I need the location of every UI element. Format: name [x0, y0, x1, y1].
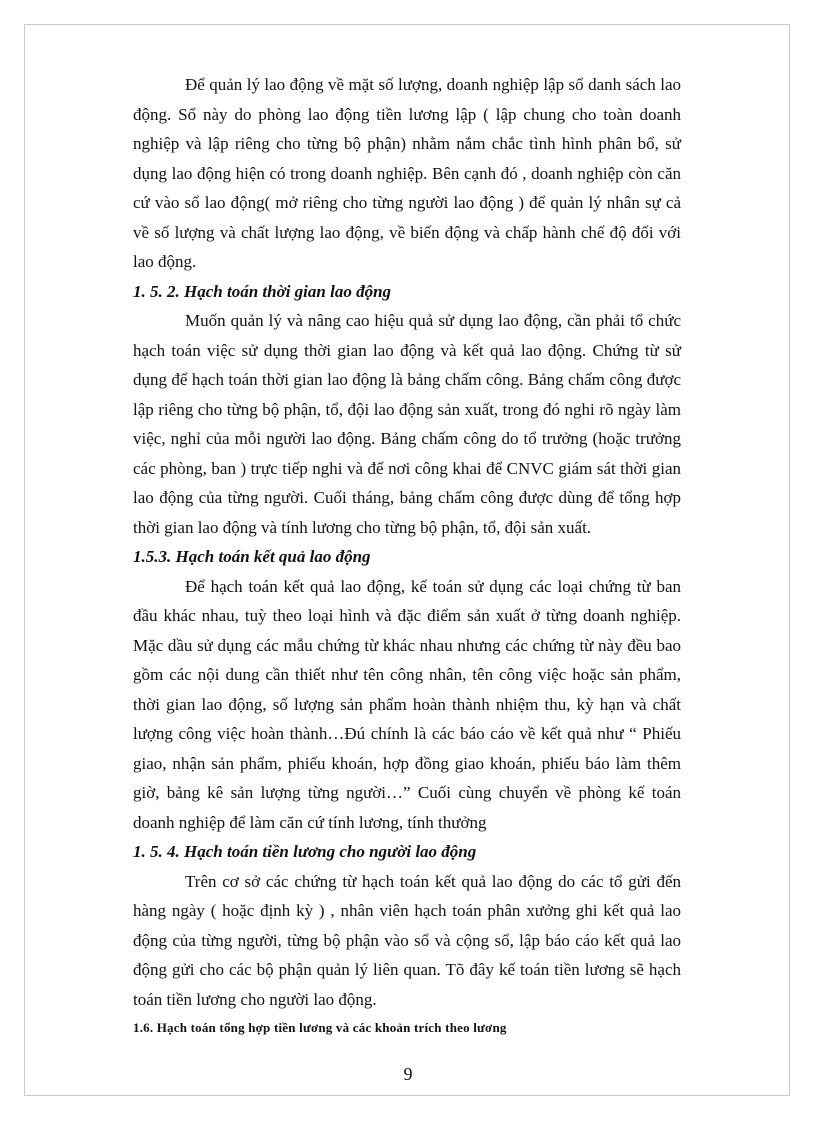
paragraph-labor-time: Muốn quản lý và nâng cao hiệu quả sử dụng lao động, cần phải tổ chức hạch toán việc sử dụng thời gian lao động và kết quả lao động. Chứng từ sử dụng để hạch toán thời gian lao động là bảng chấm công. Bảng chấm công được lập riêng cho từng bộ phận, tổ, đội lao động sản xuất, trong đó nghi rõ ngày làm việc, nghỉ của mỗi người lao động. Bảng chấm công do tổ trưởng (hoặc trưởng các phòng, ban ) trực tiếp nghi và để nơi công khai để CNVC giám sát thời gian lao động của từng người. Cuối tháng, bảng chấm công được dùng để tổng hợp thời gian lao động và tính lương cho từng bộ phận, tổ, đội sản xuất. — [133, 311, 681, 537]
paragraph-labor-results: Để hạch toán kết quả lao động, kế toán sử dụng các loại chứng từ ban đầu khác nhau, tuỳ theo loại hình và đặc điểm sản xuất ở từng doanh nghiệp. Mặc dầu sử dụng các mẫu chứng từ khác nhau nhưng các chứng từ này đều bao gồm các nội dung cần thiết như tên công nhân, tên công việc hoặc sản phẩm, thời gian lao động, số lượng sản phẩm hoàn thành nhiệm thu, kỳ hạn và chất lượng công việc hoàn thành…Đú chính là các báo cáo về kết quả như “ Phiếu giao, nhận sản phẩm, phiếu khoán, hợp đồng giao khoán, phiếu báo làm thêm giờ, bảng kê sản lượng từng người…” Cuối cùng chuyển về phòng kế toán doanh nghiệp để làm căn cứ tính lương, tính thưởng — [133, 576, 681, 832]
paragraph-wage-accounting: Trên cơ sở các chứng từ hạch toán kết quả lao động do các tổ gửi đến hàng ngày ( hoặc định kỳ ) , nhân viên hạch toán phân xưởng ghi kết quả lao động của từng người, từng bộ phận vào sổ và cộng sổ, lập báo cáo kết quả lao động gửi cho các bộ phận quản lý liên quan. Tõ đây kế toán tiền lương sẽ hạch toán tiền lương cho người lao động. — [133, 871, 681, 1009]
heading-1-5-3: 1.5.3. Hạch toán kết quả lao động — [133, 547, 371, 566]
heading-1-5-4: 1. 5. 4. Hạch toán tiền lương cho người lao động — [133, 842, 477, 861]
page-number: 9 — [403, 1064, 413, 1084]
paragraph-labor-quantity: Để quản lý lao động về mặt số lượng, doanh nghiệp lập sổ danh sách lao động. Sổ này do phòng lao động tiền lương lập ( lập chung cho toàn doanh nghiệp và lập riêng cho từng bộ phận) nhằm nắm chắc tình hình phân bổ, sử dụng lao động hiện có trong doanh nghiệp. Bên cạnh đó , doanh nghiệp còn căn cứ vào sổ lao động( mở riêng cho từng người lao động ) để quản lý nhân sự cả về số lượng và chất lượng lao động, về biến động và chấp hành chế độ đối với lao động. — [133, 75, 681, 271]
document-body — [133, 70, 681, 1040]
heading-1-5-2: 1. 5. 2. Hạch toán thời gian lao động — [133, 281, 392, 301]
heading-1-6: 1.6. Hạch toán tổng hợp tiền lương và các khoản trích theo lương — [133, 1020, 507, 1035]
